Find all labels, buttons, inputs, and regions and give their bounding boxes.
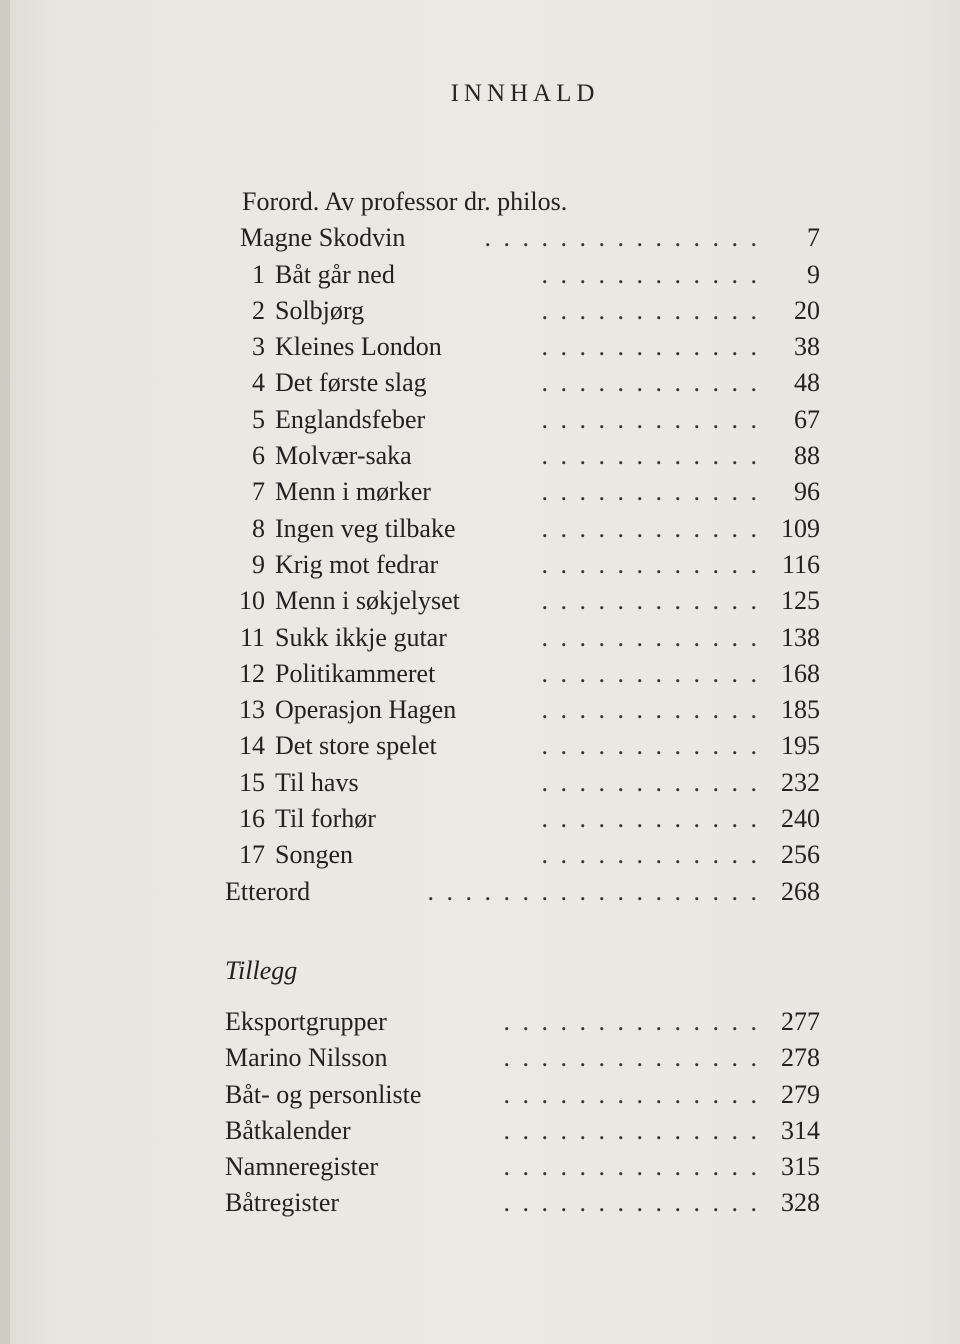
toc-entry (225, 692, 820, 728)
page-title: INNHALD (450, 80, 600, 107)
toc-entry-page: 125 (781, 586, 820, 616)
chapter-number: 4 (252, 368, 265, 398)
leader-dots: . . . . . . . . . . . . (541, 804, 760, 834)
toc-entry (225, 656, 820, 692)
toc-entry (225, 1004, 820, 1040)
toc-entry-title: Politikammeret (275, 658, 436, 688)
toc-entry (225, 257, 820, 293)
leader-dots: . . . . . . . . . . . . . . (503, 1006, 760, 1036)
toc-entry-title: Til havs (275, 767, 359, 797)
toc-entry (225, 837, 820, 873)
toc-entry-page: 9 (807, 259, 820, 289)
leader-dots: . . . . . . . . . . . . . . (503, 1152, 760, 1182)
toc-entry-page: 195 (781, 731, 820, 761)
toc-entry-title: Magne Skodvin (240, 223, 406, 253)
leader-dots: . . . . . . . . . . . . (541, 332, 760, 362)
leader-dots: . . . . . . . . . . . . (541, 404, 760, 434)
chapter-number: 5 (252, 404, 265, 434)
chapter-number: 15 (239, 767, 265, 797)
toc-entry-title: Krig mot fedrar (275, 549, 439, 579)
toc-entry-title: Etterord (225, 876, 311, 906)
toc-entry (225, 474, 820, 510)
toc-entry-title: Det store spelet (275, 731, 437, 761)
toc-entry (225, 728, 820, 764)
toc-entry-page: 168 (781, 658, 820, 688)
toc-entry-title: Til forhør (275, 804, 376, 834)
toc-entry (225, 620, 820, 656)
toc-entry-page: 185 (781, 695, 820, 725)
chapter-number: 10 (239, 586, 265, 616)
leader-dots: . . . . . . . . . . . . (541, 767, 760, 797)
leader-dots: . . . . . . . . . . . . . . (503, 1188, 760, 1218)
leader-dots: . . . . . . . . . . . . (541, 658, 760, 688)
toc-entry-page: 88 (794, 441, 820, 471)
leader-dots: . . . . . . . . . . . . (541, 586, 760, 616)
toc-entry-title: Sukk ikkje gutar (275, 622, 447, 652)
toc-entry (225, 1149, 820, 1185)
toc-entry-title: Det første slag (275, 368, 427, 398)
toc-entry-title: Songen (275, 840, 353, 870)
toc-entry (225, 511, 820, 547)
section-gap (225, 910, 820, 946)
toc-entry-page: 277 (781, 1006, 820, 1036)
toc-entry-page: 138 (781, 622, 820, 652)
chapter-number: 7 (252, 477, 265, 507)
leader-dots: . . . . . . . . . . . . (541, 441, 760, 471)
leader-dots: . . . . . . . . . . . . (541, 695, 760, 725)
toc-entry (225, 1185, 820, 1221)
toc-entry-title: Kleines London (275, 332, 442, 362)
toc-entry-page: 48 (794, 368, 820, 398)
toc-entry-page: 315 (781, 1152, 820, 1182)
toc-entry-title: Båt- og personliste (225, 1079, 422, 1109)
toc-entry-page: 278 (781, 1043, 820, 1073)
toc-entry-title: Båtkalender (225, 1115, 351, 1145)
toc-entry-page: 116 (781, 549, 820, 579)
toc-entry (225, 801, 820, 837)
leader-dots: . . . . . . . . . . . . (541, 368, 760, 398)
toc-entry-page: 232 (781, 767, 820, 797)
toc-entry-title: Menn i søkjelyset (275, 586, 460, 616)
page-edge (0, 0, 10, 1344)
chapter-list (225, 257, 820, 874)
toc-entry (225, 547, 820, 583)
toc-entry-title: Eksportgrupper (225, 1006, 387, 1036)
toc-entry-page: 328 (781, 1188, 820, 1218)
toc-entry-title: Båt går ned (275, 259, 395, 289)
appendix-list (225, 1004, 820, 1222)
toc-entry (225, 583, 820, 619)
toc-entry-page: 268 (781, 876, 820, 906)
toc-entry-page: 314 (781, 1115, 820, 1145)
chapter-number: 14 (239, 731, 265, 761)
leader-dots: . . . . . . . . . . . . . . (503, 1043, 760, 1073)
toc-entry-page: 67 (794, 404, 820, 434)
toc-entry-title: Marino Nilsson (225, 1043, 388, 1073)
chapter-number: 2 (252, 295, 265, 325)
toc-entry-title: Englandsfeber (275, 404, 426, 434)
leader-dots: . . . . . . . . . . . . (541, 731, 760, 761)
toc-entry-page: 7 (807, 223, 820, 253)
toc-entry-page: 240 (781, 804, 820, 834)
toc-entry (225, 293, 820, 329)
chapter-number: 16 (239, 804, 265, 834)
toc-entry-title: Båtregister (225, 1188, 340, 1218)
chapter-number: 11 (239, 622, 265, 652)
chapter-number: 3 (252, 332, 265, 362)
leader-dots: . . . . . . . . . . . . (541, 295, 760, 325)
chapter-number: 9 (252, 549, 265, 579)
toc-entry-title: Ingen veg tilbake (275, 513, 456, 543)
toc-entry-page: 256 (781, 840, 820, 870)
toc-entry (225, 765, 820, 801)
leader-dots: . . . . . . . . . . . . . . . (484, 223, 760, 253)
appendix-title: Tillegg (225, 955, 298, 985)
toc-entry-page: 20 (794, 295, 820, 325)
chapter-number: 12 (239, 658, 265, 688)
toc-entry-title: Operasjon Hagen (275, 695, 457, 725)
toc-entry-page: 109 (781, 513, 820, 543)
toc-entry-afterword (225, 874, 820, 910)
toc-entry (225, 402, 820, 438)
toc-entry-foreword (225, 220, 820, 256)
toc-entry (225, 365, 820, 401)
toc-entry-title: Molvær-saka (275, 441, 412, 471)
leader-dots: . . . . . . . . . . . . (541, 549, 760, 579)
chapter-number: 17 (239, 840, 265, 870)
leader-dots: . . . . . . . . . . . . (541, 513, 760, 543)
toc-entry-title: Menn i mørker (275, 477, 431, 507)
toc-entry (225, 1077, 820, 1113)
chapter-number: 8 (252, 513, 265, 543)
toc-entry (225, 1040, 820, 1076)
chapter-number: 1 (252, 259, 265, 289)
toc-entry-page: 96 (794, 477, 820, 507)
leader-dots: . . . . . . . . . . . . . . (503, 1079, 760, 1109)
foreword-line-1: Forord. Av professor dr. philos. (242, 187, 568, 216)
leader-dots: . . . . . . . . . . . . . . (503, 1115, 760, 1145)
toc-entry-page: 38 (794, 332, 820, 362)
chapter-number: 13 (239, 695, 265, 725)
toc-entry-title: Solbjørg (275, 295, 365, 325)
toc-entry (225, 438, 820, 474)
toc-entry-page: 279 (781, 1079, 820, 1109)
leader-dots: . . . . . . . . . . . . (541, 622, 760, 652)
toc-entry (225, 329, 820, 365)
leader-dots: . . . . . . . . . . . . (541, 840, 760, 870)
leader-dots: . . . . . . . . . . . . (541, 477, 760, 507)
toc-entry-title: Namneregister (225, 1152, 379, 1182)
toc-entry (225, 1113, 820, 1149)
chapter-number: 6 (252, 441, 265, 471)
table-of-contents (225, 184, 820, 1222)
leader-dots: . . . . . . . . . . . . (541, 259, 760, 289)
leader-dots: . . . . . . . . . . . . . . . . . . (427, 876, 760, 906)
